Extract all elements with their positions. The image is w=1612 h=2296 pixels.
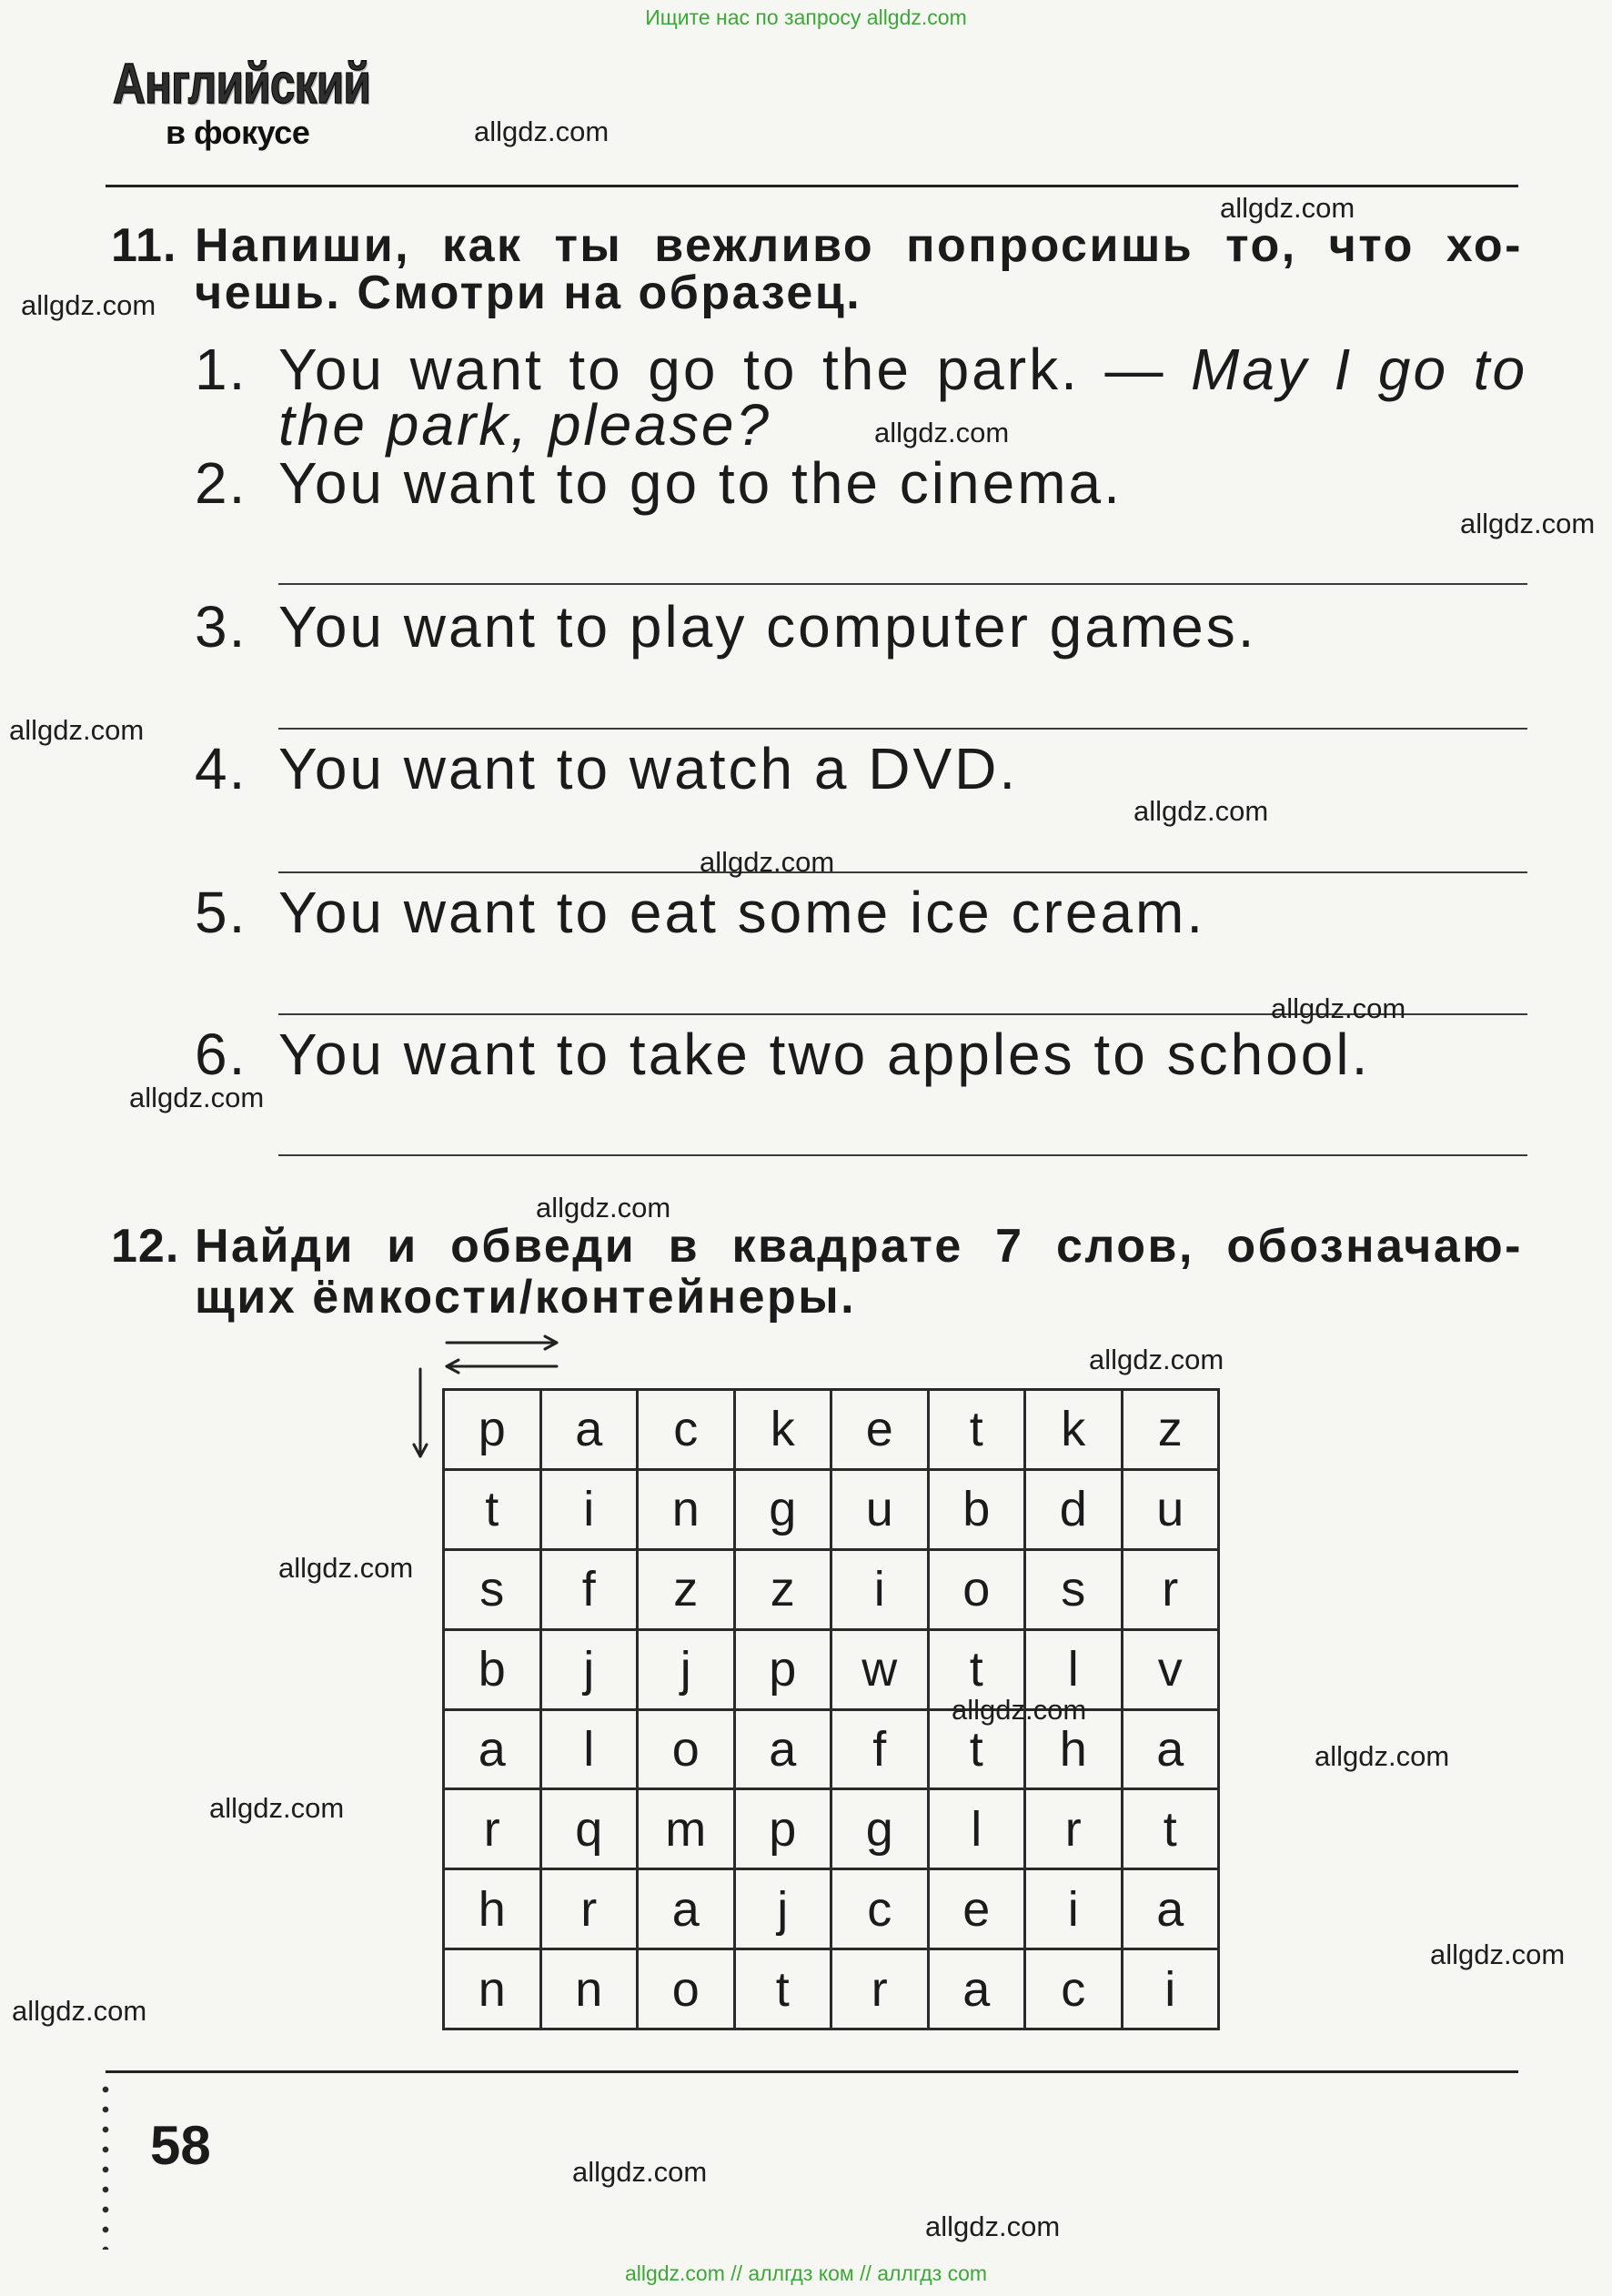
right-arrow-icon (447, 1336, 557, 1349)
exercise-11-instruction-line2: чешь. Смотри на образец. (195, 267, 862, 319)
item-prompt: You want to watch a DVD. (278, 736, 1019, 801)
letter-cell: b (445, 1631, 542, 1711)
letter-cell: s (445, 1551, 542, 1631)
letter-cell: b (930, 1471, 1027, 1551)
watermark-text: allgdz.com (1220, 192, 1355, 224)
bottom-banner: allgdz.com // аллгдз ком // аллгдз com (624, 2261, 988, 2285)
letter-cell: a (639, 1870, 736, 1950)
letter-cell: p (736, 1631, 833, 1711)
letter-cell: n (639, 1471, 736, 1551)
letter-cell: p (445, 1391, 542, 1471)
letter-cell: c (1026, 1950, 1123, 2030)
word-search-grid (442, 1388, 1220, 2030)
bottom-divider (106, 2070, 1518, 2073)
example-answer-line1: May I go to (1191, 337, 1528, 402)
item-number: 1. (195, 337, 247, 402)
letter-cell: t (1123, 1790, 1221, 1870)
page-number: 58 (150, 2115, 211, 2176)
item-number: 4. (195, 736, 247, 801)
item-number: 5. (195, 880, 247, 945)
letter-cell: n (445, 1950, 542, 2030)
letter-cell: r (1026, 1790, 1123, 1870)
letter-cell: u (1123, 1471, 1221, 1551)
letter-cell: t (736, 1950, 833, 2030)
letter-cell: g (832, 1790, 930, 1870)
letter-cell: h (445, 1870, 542, 1950)
watermark-text: allgdz.com (536, 1192, 671, 1224)
letter-cell: a (445, 1711, 542, 1791)
letter-cell: r (445, 1790, 542, 1870)
item-prompt: You want to take two apples to school. (278, 1022, 1371, 1087)
letter-cell: l (930, 1790, 1027, 1870)
watermark-text: allgdz.com (12, 1995, 147, 2027)
letter-cell: m (639, 1790, 736, 1870)
letter-cell: v (1123, 1631, 1221, 1711)
letter-cell: t (930, 1711, 1027, 1791)
letter-cell: p (736, 1790, 833, 1870)
letter-cell: z (736, 1551, 833, 1631)
watermark-text: allgdz.com (1089, 1344, 1224, 1375)
item-prompt: You want to play computer games. (278, 594, 1257, 660)
letter-cell: i (1026, 1870, 1123, 1950)
letter-cell: w (832, 1631, 930, 1711)
letter-cell: i (832, 1551, 930, 1631)
watermark-text: allgdz.com (925, 2210, 1061, 2242)
item-prompt: You want to eat some ice cream. (278, 880, 1206, 945)
letter-cell: j (639, 1631, 736, 1711)
watermark-text: allgdz.com (1133, 795, 1269, 827)
watermark-text: allgdz.com (21, 289, 156, 321)
exercise-12-number: 12. (111, 1220, 180, 1273)
letter-cell: r (832, 1950, 930, 2030)
letter-cell: o (639, 1950, 736, 2030)
letter-cell: d (1026, 1471, 1123, 1551)
watermark-text: allgdz.com (1430, 1939, 1566, 1970)
letter-cell: a (1123, 1870, 1221, 1950)
letter-cell: n (542, 1950, 640, 2030)
watermark-text: allgdz.com (474, 116, 610, 147)
letter-cell: e (832, 1391, 930, 1471)
letter-cell: j (542, 1631, 640, 1711)
watermark-text: allgdz.com (1315, 1740, 1450, 1772)
item-prompt: You want to go to the cinema. (278, 450, 1123, 516)
letter-cell: i (1123, 1950, 1221, 2030)
watermark-text: allgdz.com (952, 1694, 1087, 1726)
letter-cell: t (930, 1631, 1027, 1711)
watermark-text: allgdz.com (1460, 508, 1596, 539)
letter-cell: c (832, 1870, 930, 1950)
letter-cell: s (1026, 1551, 1123, 1631)
letter-cell: c (639, 1391, 736, 1471)
item-prompt: You want to go to the park. (278, 337, 1080, 402)
letter-cell: k (1026, 1391, 1123, 1471)
down-arrow-icon (414, 1369, 427, 1456)
letter-cell: i (542, 1471, 640, 1551)
watermark-text: allgdz.com (129, 1082, 265, 1113)
left-arrow-icon (447, 1360, 557, 1373)
watermark-text: allgdz.com (572, 2156, 708, 2188)
watermark-text: allgdz.com (9, 714, 145, 746)
item-number: 6. (195, 1022, 247, 1087)
letter-cell: k (736, 1391, 833, 1471)
letter-cell: f (832, 1711, 930, 1791)
example-dash: — (1104, 337, 1166, 402)
letter-cell: a (1123, 1711, 1221, 1791)
letter-cell: a (542, 1391, 640, 1471)
watermark-text: allgdz.com (700, 846, 835, 878)
letter-cell: t (445, 1471, 542, 1551)
exercise-12-instruction-line1: Найди и обведи в квадрате 7 слов, обозначаю- (195, 1220, 1523, 1273)
watermark-text: allgdz.com (1271, 992, 1406, 1024)
watermark-text: allgdz.com (874, 417, 1010, 448)
letter-cell: t (930, 1391, 1027, 1471)
letter-cell: q (542, 1790, 640, 1870)
exercise-11-instruction-line1: Напиши, как ты вежливо попросишь то, что хо- (195, 219, 1523, 272)
letter-cell: z (639, 1551, 736, 1631)
letter-cell: e (930, 1870, 1027, 1950)
letter-cell: z (1123, 1391, 1221, 1471)
letter-cell: l (1026, 1631, 1123, 1711)
letter-cell: r (542, 1870, 640, 1950)
watermark-text: allgdz.com (209, 1792, 345, 1824)
letter-cell: r (1123, 1551, 1221, 1631)
letter-cell: u (832, 1471, 930, 1551)
dotted-margin-line (102, 2086, 109, 2250)
letter-cell: f (542, 1551, 640, 1631)
answer-line (278, 871, 1527, 873)
letter-cell: g (736, 1471, 833, 1551)
letter-cell: a (930, 1950, 1027, 2030)
answer-line (278, 1154, 1527, 1156)
answer-line (278, 728, 1527, 730)
top-divider (106, 185, 1518, 187)
letter-cell: l (542, 1711, 640, 1791)
example-answer-line2: the park, please? (278, 392, 771, 458)
item-number: 2. (195, 450, 247, 516)
letter-cell: h (1026, 1711, 1123, 1791)
answer-line (278, 583, 1527, 585)
watermark-text: allgdz.com (278, 1552, 414, 1584)
top-banner: Ищите нас по запросу allgdz.com (645, 5, 967, 29)
letter-cell: o (930, 1551, 1027, 1631)
logo-title: Английский (113, 53, 371, 116)
letter-cell: o (639, 1711, 736, 1791)
logo-subtitle: в фокусе (166, 114, 310, 151)
item-number: 3. (195, 594, 247, 660)
exercise-12-instruction-line2: щих ёмкости/контейнеры. (195, 1271, 857, 1324)
letter-cell: a (736, 1711, 833, 1791)
letter-cell: j (736, 1870, 833, 1950)
exercise-11-number: 11. (111, 219, 177, 272)
